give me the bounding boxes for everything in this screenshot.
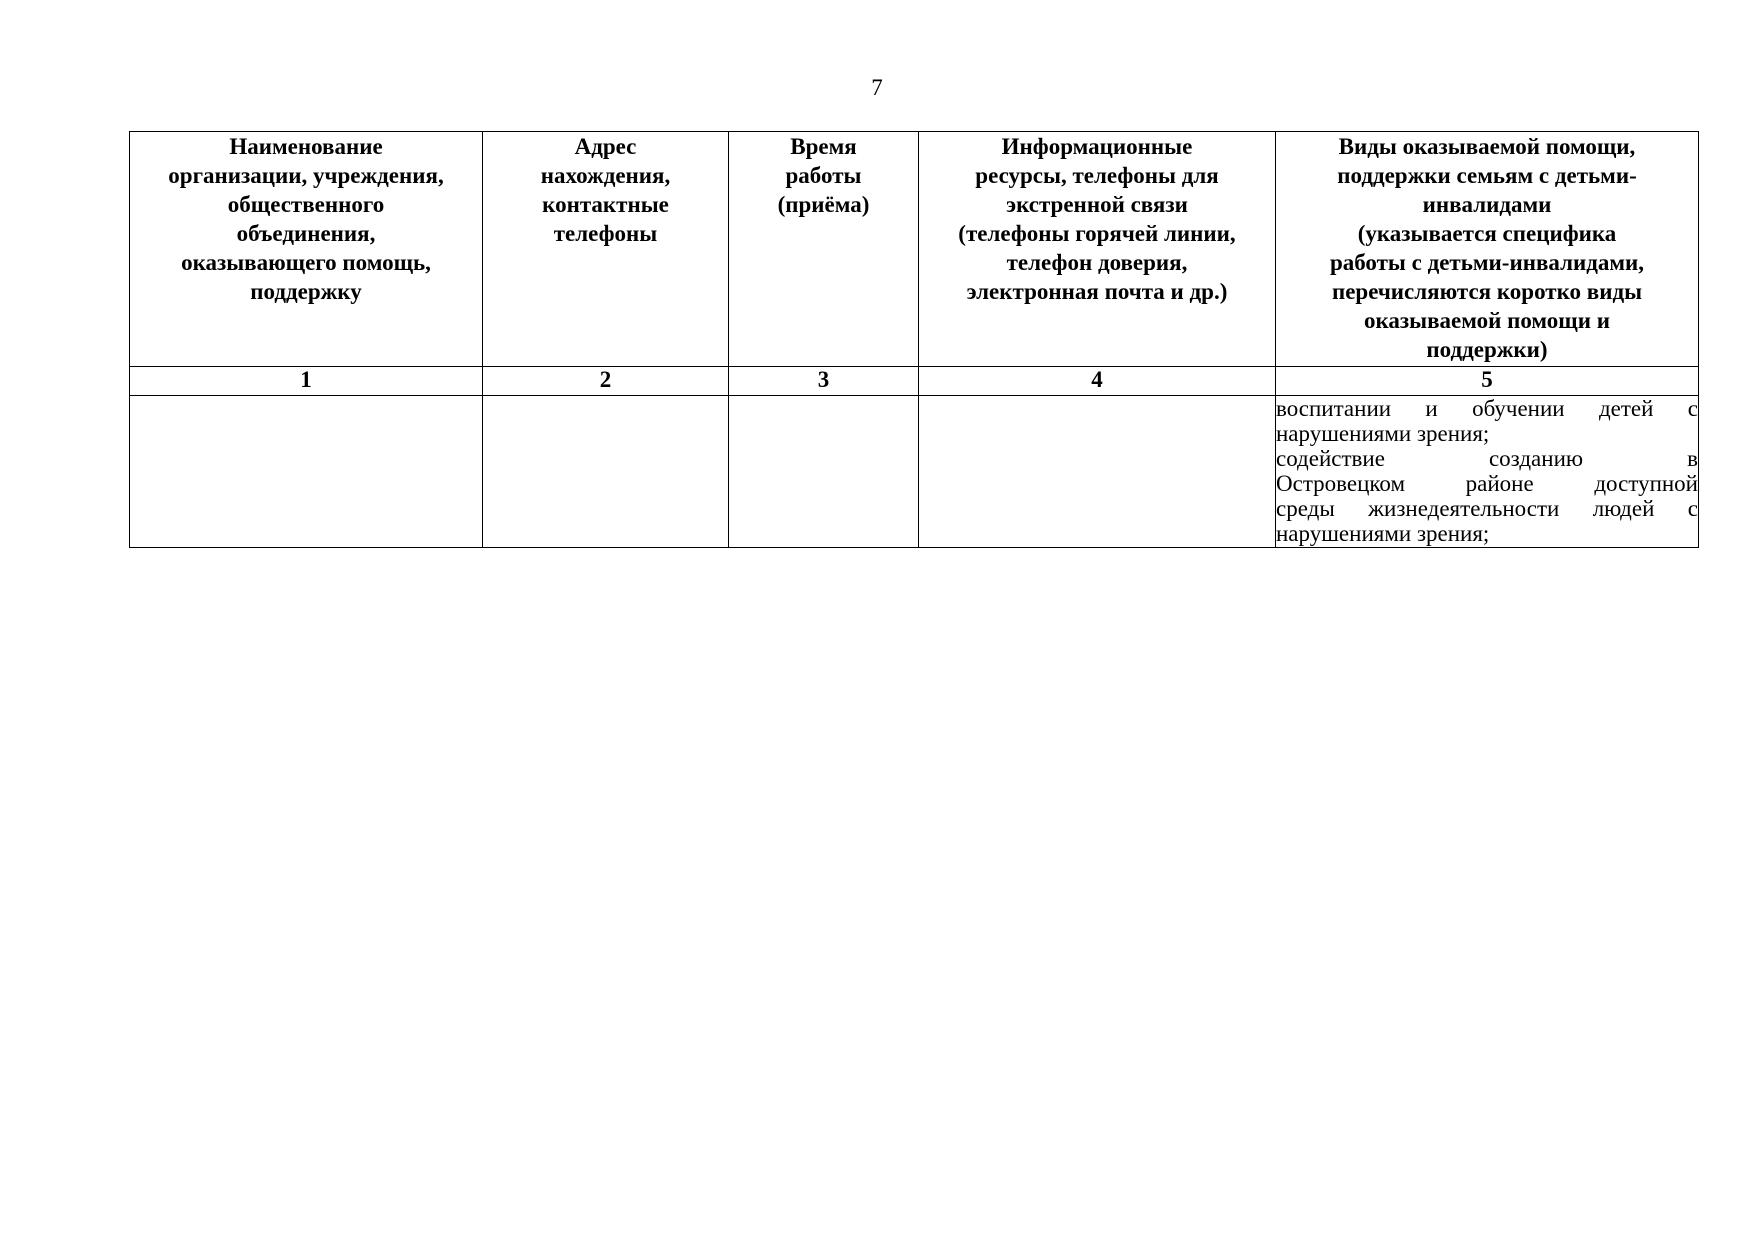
assistance-text-line: воспитании и обучении детей с — [1276, 396, 1698, 421]
header-line: оказывающего помощь, — [181, 250, 431, 275]
header-address-phones — [483, 132, 729, 367]
assistance-text-line: содействие созданию в — [1276, 446, 1698, 471]
assistance-text-line: нарушениями зрения; — [1276, 421, 1490, 446]
header-line: перечисляются коротко виды — [1331, 279, 1643, 304]
column-number-1: 1 — [130, 367, 483, 396]
header-line: ресурсы, телефоны для — [975, 163, 1219, 188]
header-line: нахождения, — [540, 163, 671, 188]
cell-address-phones — [483, 396, 729, 548]
cell-working-hours — [729, 396, 919, 548]
column-number-4: 4 — [919, 367, 1276, 396]
header-line: общественного — [227, 192, 385, 217]
cell-organization-name — [130, 396, 483, 548]
page-number: 7 — [871, 75, 883, 100]
header-line: телефон доверия, — [1006, 250, 1188, 275]
header-line: инвалидами — [1422, 192, 1552, 217]
cell-info-resources — [919, 396, 1276, 548]
header-line: телефоны — [553, 221, 658, 246]
header-line: Информационные — [1001, 134, 1193, 159]
header-line: (указывается специфика — [1357, 221, 1617, 246]
header-line: экстренной связи — [1006, 192, 1188, 217]
column-number-5: 5 — [1276, 367, 1699, 396]
assistance-text-line: Островецком районе доступной — [1276, 471, 1698, 496]
header-line: Виды оказываемой помощи, — [1338, 134, 1636, 159]
header-line: Время — [790, 134, 857, 159]
column-number-row — [130, 367, 1699, 396]
header-working-hours — [729, 132, 919, 367]
header-info-resources — [919, 132, 1276, 367]
header-line: (приёма) — [777, 192, 870, 217]
header-line: электронная почта и др.) — [966, 279, 1228, 304]
header-line: работы с детьми-инвалидами, — [1329, 250, 1645, 275]
column-number-3: 3 — [729, 367, 919, 396]
header-organization-name — [130, 132, 483, 367]
header-line: работы — [785, 163, 862, 188]
header-line: Наименование — [229, 134, 383, 159]
header-line: объединения, — [236, 221, 376, 246]
table-row — [130, 396, 1699, 548]
header-line: Адрес — [574, 134, 637, 159]
assistance-table — [129, 131, 1699, 548]
column-number-2: 2 — [483, 367, 729, 396]
header-line: организации, учреждения, — [168, 163, 444, 188]
header-line: контактные — [542, 192, 669, 217]
header-line: поддержки) — [1426, 337, 1548, 362]
assistance-text-line: нарушениями зрения; — [1276, 521, 1490, 546]
table-header-row — [130, 132, 1699, 367]
cell-types-of-assistance — [1276, 396, 1699, 548]
header-line: поддержки семьям с детьми- — [1337, 163, 1637, 188]
header-types-of-assistance — [1276, 132, 1699, 367]
header-line: (телефоны горячей линии, — [958, 221, 1236, 246]
header-line: оказываемой помощи и — [1364, 308, 1610, 333]
assistance-text-line: среды жизнедеятельности людей с — [1276, 496, 1698, 521]
header-line: поддержку — [250, 279, 362, 304]
